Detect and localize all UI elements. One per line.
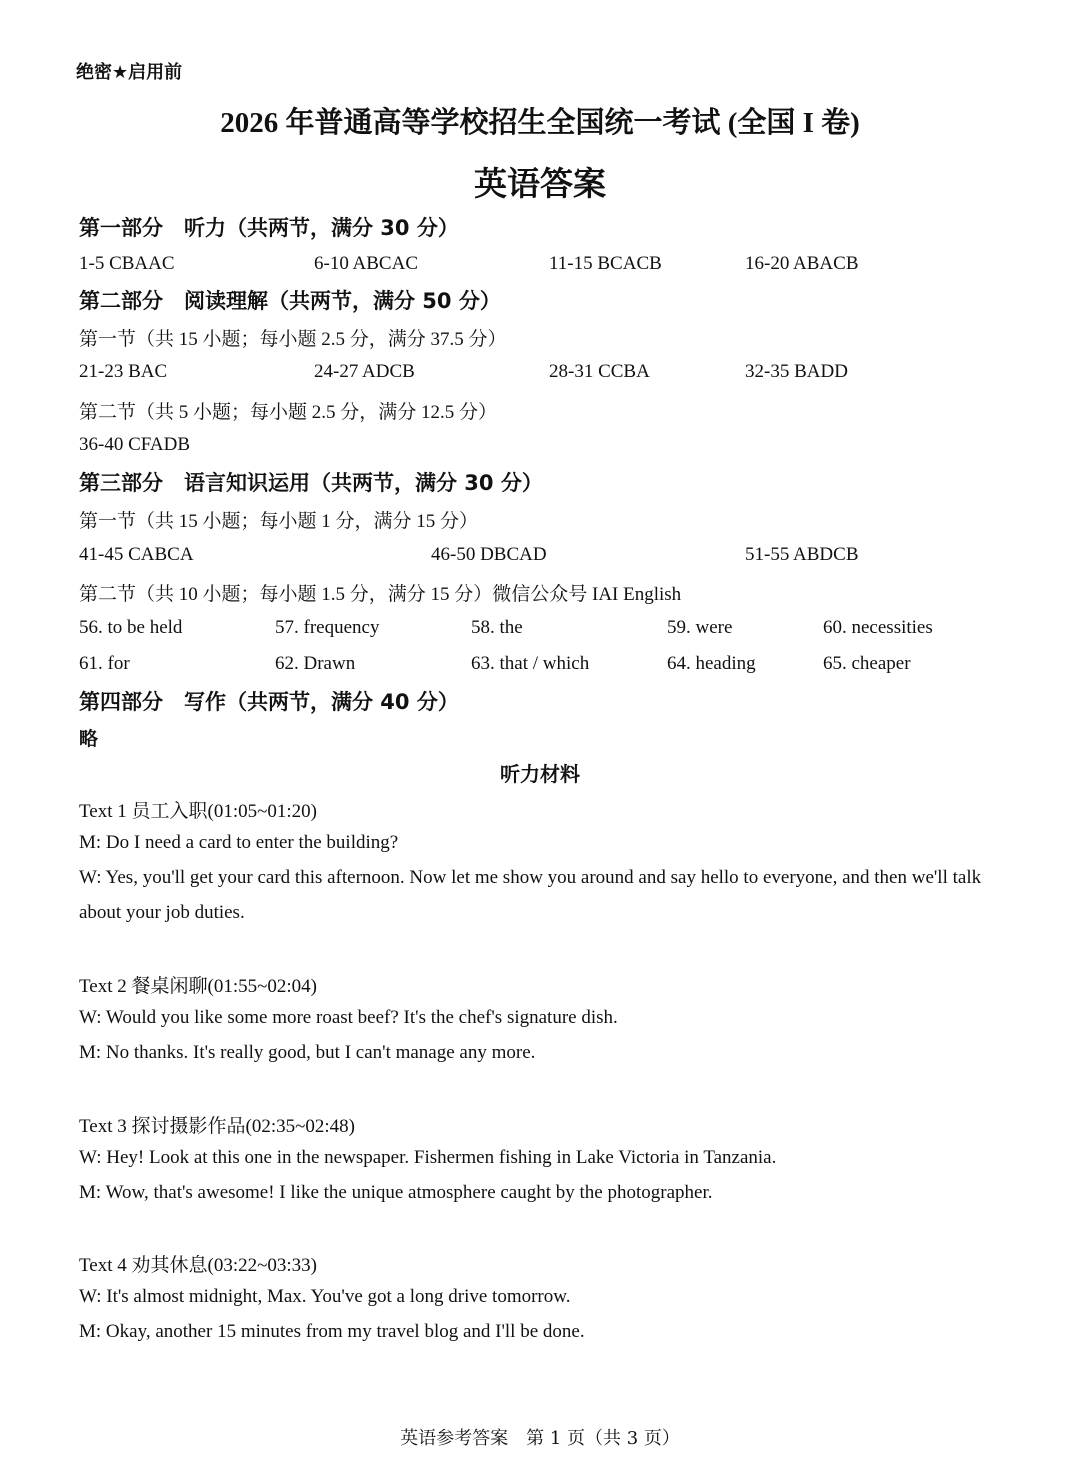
text2-line: M: No thanks. It's really good, but I can't manage any more. xyxy=(79,1042,536,1063)
answer-item: 61. for xyxy=(79,653,130,674)
answer-group: 1-5 CBAAC xyxy=(79,253,175,274)
part4-title: 第四部分 写作（共两节，满分 40 分） xyxy=(79,690,459,714)
answer-item: 62. Drawn xyxy=(275,653,356,674)
page-title: 2026 年普通高等学校招生全国统一考试 (全国 I 卷) xyxy=(220,107,860,139)
text3-line: W: Hey! Look at this one in the newspaper. Fishermen fishing in Lake Victoria in Tanzania. xyxy=(79,1147,777,1168)
answer-group: 41-45 CABCA xyxy=(79,544,194,565)
text2-heading: Text 2 餐桌闲聊(01:55~02:04) xyxy=(79,976,317,997)
answer-group: 21-23 BAC xyxy=(79,361,168,382)
answer-item: 59. were xyxy=(667,617,733,638)
confidential-label: 绝密★启用前 xyxy=(76,62,183,83)
text1-heading: Text 1 员工入职(01:05~01:20) xyxy=(79,801,317,822)
part2-sec2-title: 第二节（共 5 小题；每小题 2.5 分，满分 12.5 分） xyxy=(79,402,498,423)
answer-item: 56. to be held xyxy=(79,617,183,638)
text1-line: M: Do I need a card to enter the building? xyxy=(79,832,399,853)
answer-group: 24-27 ADCB xyxy=(314,361,415,382)
text3-line: M: Wow, that's awesome! I like the unique atmosphere caught by the photographer. xyxy=(79,1182,713,1203)
answer-group: 16-20 ABACB xyxy=(745,253,859,274)
page-subtitle: 英语答案 xyxy=(474,164,606,203)
text4-heading: Text 4 劝其休息(03:22~03:33) xyxy=(79,1255,317,1276)
text4-line: W: It's almost midnight, Max. You've got a long drive tomorrow. xyxy=(79,1286,571,1307)
answer-item: 57. frequency xyxy=(275,617,380,638)
text3-heading: Text 3 探讨摄影作品(02:35~02:48) xyxy=(79,1116,355,1137)
answer-group: 11-15 BCACB xyxy=(549,253,662,274)
part3-sec2-title: 第二节（共 10 小题；每小题 1.5 分，满分 15 分）微信公众号 IAI English xyxy=(79,584,682,605)
part3-sec1-title: 第一节（共 15 小题；每小题 1 分，满分 15 分） xyxy=(79,511,479,532)
answer-group: 51-55 ABDCB xyxy=(745,544,859,565)
text2-line: W: Would you like some more roast beef? It's the chef's signature dish. xyxy=(79,1007,618,1028)
part3-title: 第三部分 语言知识运用（共两节，满分 30 分） xyxy=(79,471,543,495)
answer-group: 46-50 DBCAD xyxy=(431,544,547,565)
listening-title: 听力材料 xyxy=(500,762,580,786)
answer-item: 64. heading xyxy=(667,653,756,674)
answer-item: 60. necessities xyxy=(823,617,933,638)
answer-item: 58. the xyxy=(471,617,523,638)
answer-group: 6-10 ABCAC xyxy=(314,253,418,274)
answer-item: 65. cheaper xyxy=(823,653,911,674)
answer-group: 36-40 CFADB xyxy=(79,434,191,455)
part1-title: 第一部分 听力（共两节，满分 30 分） xyxy=(79,216,459,240)
text1-line: W: Yes, you'll get your card this afternoon. Now let me show you around and say hello to everyone, and then we'll talk about your job duties. xyxy=(79,867,982,923)
answer-group: 32-35 BADD xyxy=(745,361,848,382)
part2-sec1-title: 第一节（共 15 小题；每小题 2.5 分，满分 37.5 分） xyxy=(79,329,507,350)
part4-content: 略 xyxy=(79,728,99,750)
part2-title: 第二部分 阅读理解（共两节，满分 50 分） xyxy=(79,289,501,313)
page-footer: 英语参考答案 第 1 页（共 3 页） xyxy=(400,1428,680,1449)
answer-item: 63. that / which xyxy=(471,653,590,674)
answer-group: 28-31 CCBA xyxy=(549,361,650,382)
text4-line: M: Okay, another 15 minutes from my travel blog and I'll be done. xyxy=(79,1321,585,1342)
